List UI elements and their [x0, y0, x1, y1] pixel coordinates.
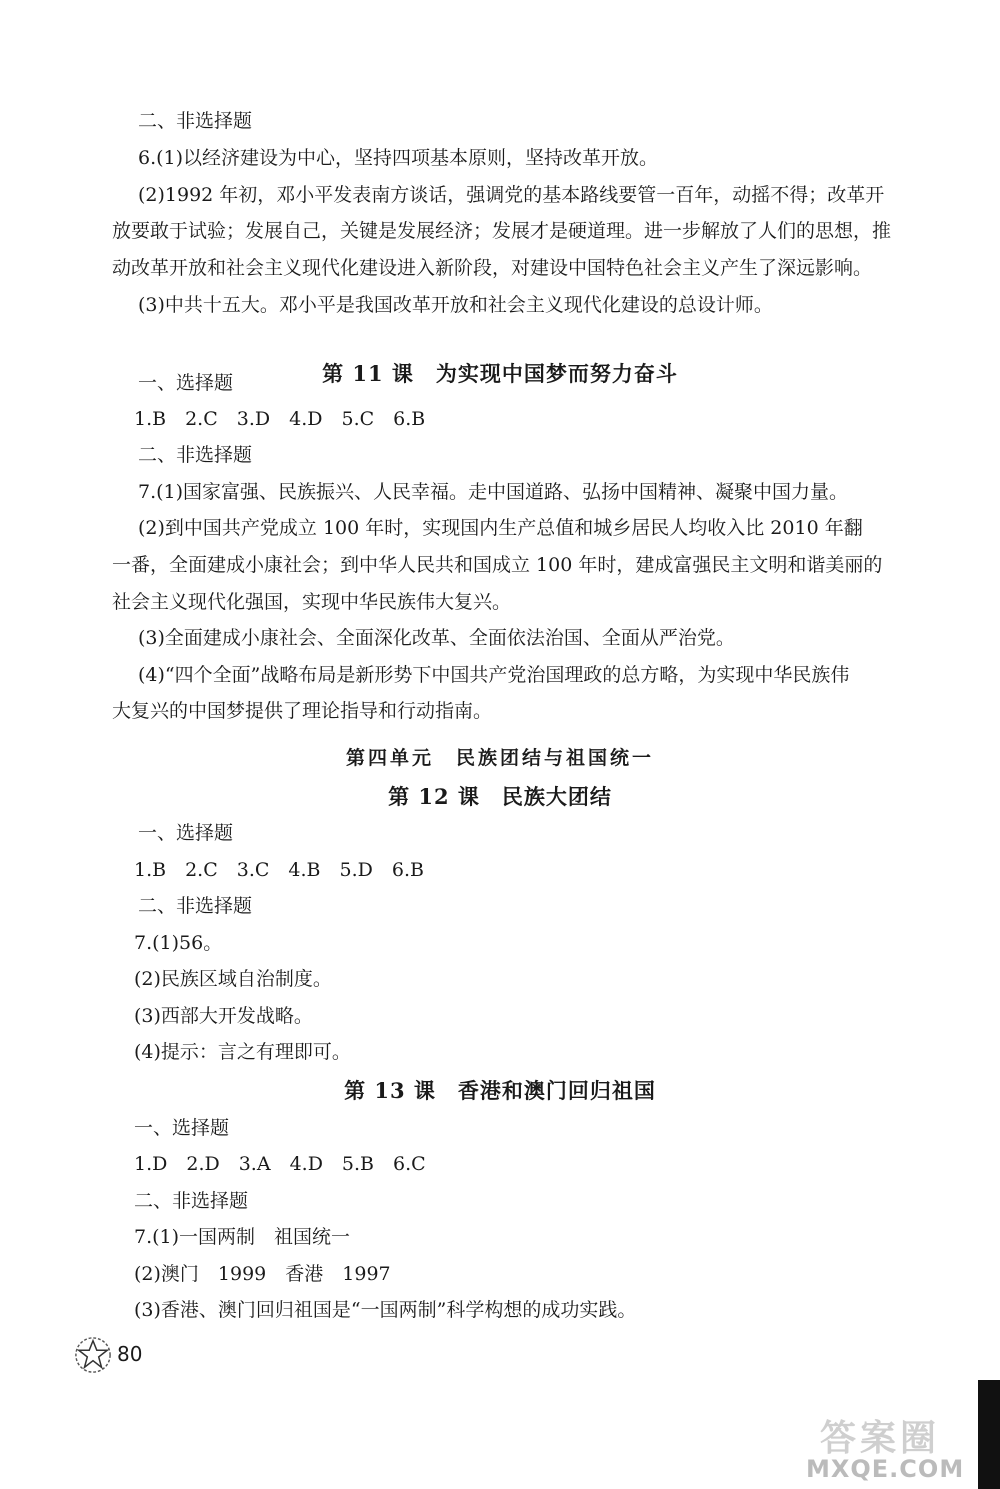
s1-q6-part2-line2: 放要敢于试验；发展自己，关键是发展经济；发展才是硬道理。进一步解放了人们的思想，推 [112, 220, 892, 242]
lesson-11-q7-part2-line1: (2)到中国共产党成立 100 年时，实现国内生产总值和城乡居民人均收入比 2010 年翻 [138, 517, 863, 539]
s1-heading-nonchoice: 二、非选择题 [138, 110, 253, 132]
s1-q6-part3: (3)中共十五大。邓小平是我国改革开放和社会主义现代化建设的总设计师。 [138, 294, 773, 316]
lesson-13-q7-part1: 7.(1)一国两制 祖国统一 [134, 1226, 351, 1248]
page-number: 80 [117, 1342, 143, 1366]
lesson-13-choice-answers: 1.D 2.D 3.A 4.D 5.B 6.C [134, 1153, 426, 1175]
lesson-11-heading-nonchoice: 二、非选择题 [138, 444, 253, 466]
lesson-13-q7-part3: (3)香港、澳门回归祖国是“一国两制”科学构想的成功实践。 [134, 1299, 637, 1321]
watermark-url: MXQE.COM [806, 1455, 965, 1483]
s1-q6-part2-line1: (2)1992 年初，邓小平发表南方谈话，强调党的基本路线要管一百年，动摇不得；改革开 [138, 184, 885, 206]
lesson-13-heading-nonchoice: 二、非选择题 [134, 1190, 249, 1212]
lesson-13-title: 第 13 课 香港和澳门回归祖国 [344, 1078, 656, 1103]
lesson-11-title: 第 11 课 为实现中国梦而努力奋斗 [322, 361, 678, 386]
watermark-logo: 答案圈 [820, 1418, 941, 1459]
lesson-12-q7-part4: (4)提示：言之有理即可。 [134, 1041, 351, 1063]
lesson-11-q7-part1: 7.(1)国家富强、民族振兴、人民幸福。走中国道路、弘扬中国精神、凝聚中国力量。 [138, 481, 849, 503]
lesson-13-heading-choice: 一、选择题 [134, 1117, 230, 1139]
lesson-13-q7-part2: (2)澳门 1999 香港 1997 [134, 1263, 391, 1285]
lesson-12-title: 第 12 课 民族大团结 [388, 784, 612, 809]
lesson-11-q7-part4-line1: (4)“四个全面”战略布局是新形势下中国共产党治国理政的总方略，为实现中华民族伟 [138, 664, 850, 686]
lesson-11-heading-choice: 一、选择题 [138, 372, 234, 394]
page-edge-shadow [978, 1380, 1000, 1489]
lesson-11-q7-part4-line2: 大复兴的中国梦提供了理论指导和行动指南。 [112, 700, 493, 722]
lesson-11-q7-part2-line2: 一番，全面建成小康社会；到中华人民共和国成立 100 年时，建成富强民主文明和谐美丽的 [112, 554, 883, 576]
star-badge-icon [74, 1336, 112, 1374]
s1-q6-part2-line3: 动改革开放和社会主义现代化建设进入新阶段，对建设中国特色社会主义产生了深远影响。 [112, 257, 873, 279]
lesson-12-heading-nonchoice: 二、非选择题 [138, 895, 253, 917]
lesson-12-q7-part2: (2)民族区域自治制度。 [134, 968, 332, 990]
lesson-12-heading-choice: 一、选择题 [138, 822, 234, 844]
unit-4-title: 第四单元 民族团结与祖国统一 [345, 747, 654, 769]
lesson-12-q7-part1: 7.(1)56。 [134, 932, 223, 954]
lesson-11-q7-part3: (3)全面建成小康社会、全面深化改革、全面依法治国、全面从严治党。 [138, 627, 735, 649]
lesson-12-choice-answers: 1.B 2.C 3.C 4.B 5.D 6.B [134, 859, 424, 881]
lesson-11-choice-answers: 1.B 2.C 3.D 4.D 5.C 6.B [134, 408, 426, 430]
lesson-11-q7-part2-line3: 社会主义现代化强国，实现中华民族伟大复兴。 [112, 591, 512, 613]
s1-q6-part1: 6.(1)以经济建设为中心，坚持四项基本原则，坚持改革开放。 [138, 147, 659, 169]
lesson-12-q7-part3: (3)西部大开发战略。 [134, 1005, 313, 1027]
